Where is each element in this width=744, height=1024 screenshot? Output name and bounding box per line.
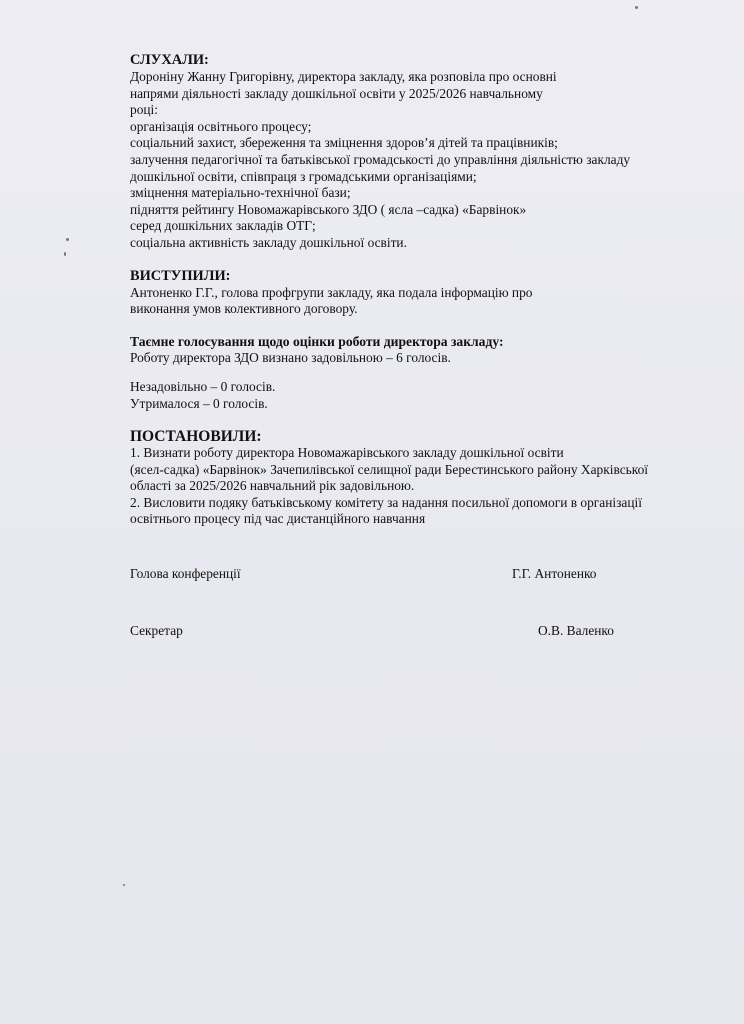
scan-speck (66, 238, 69, 241)
scan-speck (635, 6, 638, 9)
heard-line: соціальна активність закладу дошкільної освіти. (130, 234, 407, 250)
chair-name: Г.Г. Антоненко (512, 566, 597, 582)
vote-abstained: Утрималося – 0 голосів. (130, 395, 268, 411)
vote-heading: Таємне голосування щодо оцінки роботи директора закладу: (130, 333, 504, 349)
vote-section (130, 334, 710, 412)
chair-label: Голова конференції (130, 566, 241, 582)
heard-line: соціальний захист, збереження та зміцнення здоров’я дітей та працівників; (130, 135, 558, 151)
chair-signature-row (130, 566, 710, 583)
heard-section (130, 52, 710, 252)
resolved-line: 1. Визнати роботу директора Новомажарівського закладу дошкільної освіти (130, 445, 564, 461)
spoke-line: Антоненко Г.Г., голова профгрупи закладу, яка подала інформацію про (130, 284, 533, 300)
scan-speck (123, 884, 125, 886)
protocol-excerpt (130, 52, 710, 640)
resolved-section (130, 428, 710, 528)
heard-line: році: (130, 102, 158, 118)
vote-result: Роботу директора ЗДО визнано задовільною – 6 голосів. (130, 350, 451, 366)
secretary-signature-row (130, 623, 710, 640)
secretary-label: Секретар (130, 623, 183, 639)
heard-line: напрями діяльності закладу дошкільної освіти у 2025/2026 навчальному (130, 85, 543, 101)
heard-heading: СЛУХАЛИ: (130, 52, 209, 68)
scan-speck (64, 252, 66, 256)
resolved-line: освітнього процесу під час дистанційного навчання (130, 511, 426, 527)
heard-line: дошкільної освіти, співпраця з громадськими організаціями; (130, 168, 477, 184)
resolved-line: 2. Висловити подяку батьківському комітету за надання посильної допомоги в організації (130, 494, 642, 510)
heard-line: Дороніну Жанну Григорівну, директора закладу, яка розповіла про основні (130, 69, 557, 84)
heard-line: підняття рейтингу Новомажарівського ЗДО ( ясла –садка) «Барвінок» (130, 201, 527, 217)
secretary-name: О.В. Валенко (538, 623, 614, 639)
spoke-line: виконання умов колективного договору. (130, 301, 358, 317)
heard-line: залучення педагогічної та батьківської громадськості до управління діяльністю закладу (130, 151, 631, 167)
resolved-heading: ПОСТАНОВИЛИ: (130, 428, 262, 446)
heard-line: серед дошкільних закладів ОТГ; (130, 218, 316, 234)
vote-unsatisfactory: Незадовільно – 0 голосів. (130, 378, 276, 394)
heard-line: організація освітнього процесу; (130, 118, 312, 134)
spoke-heading: ВИСТУПИЛИ: (130, 267, 231, 284)
resolved-line: області за 2025/2026 навчальний рік задовільною. (130, 478, 415, 494)
spoke-section (130, 268, 710, 318)
heard-line: зміцнення матеріально-технічної бази; (130, 185, 351, 201)
resolved-line: (ясел-садка) «Барвінок» Зачепилівської селищної ради Берестинського району Харківської (130, 461, 649, 477)
